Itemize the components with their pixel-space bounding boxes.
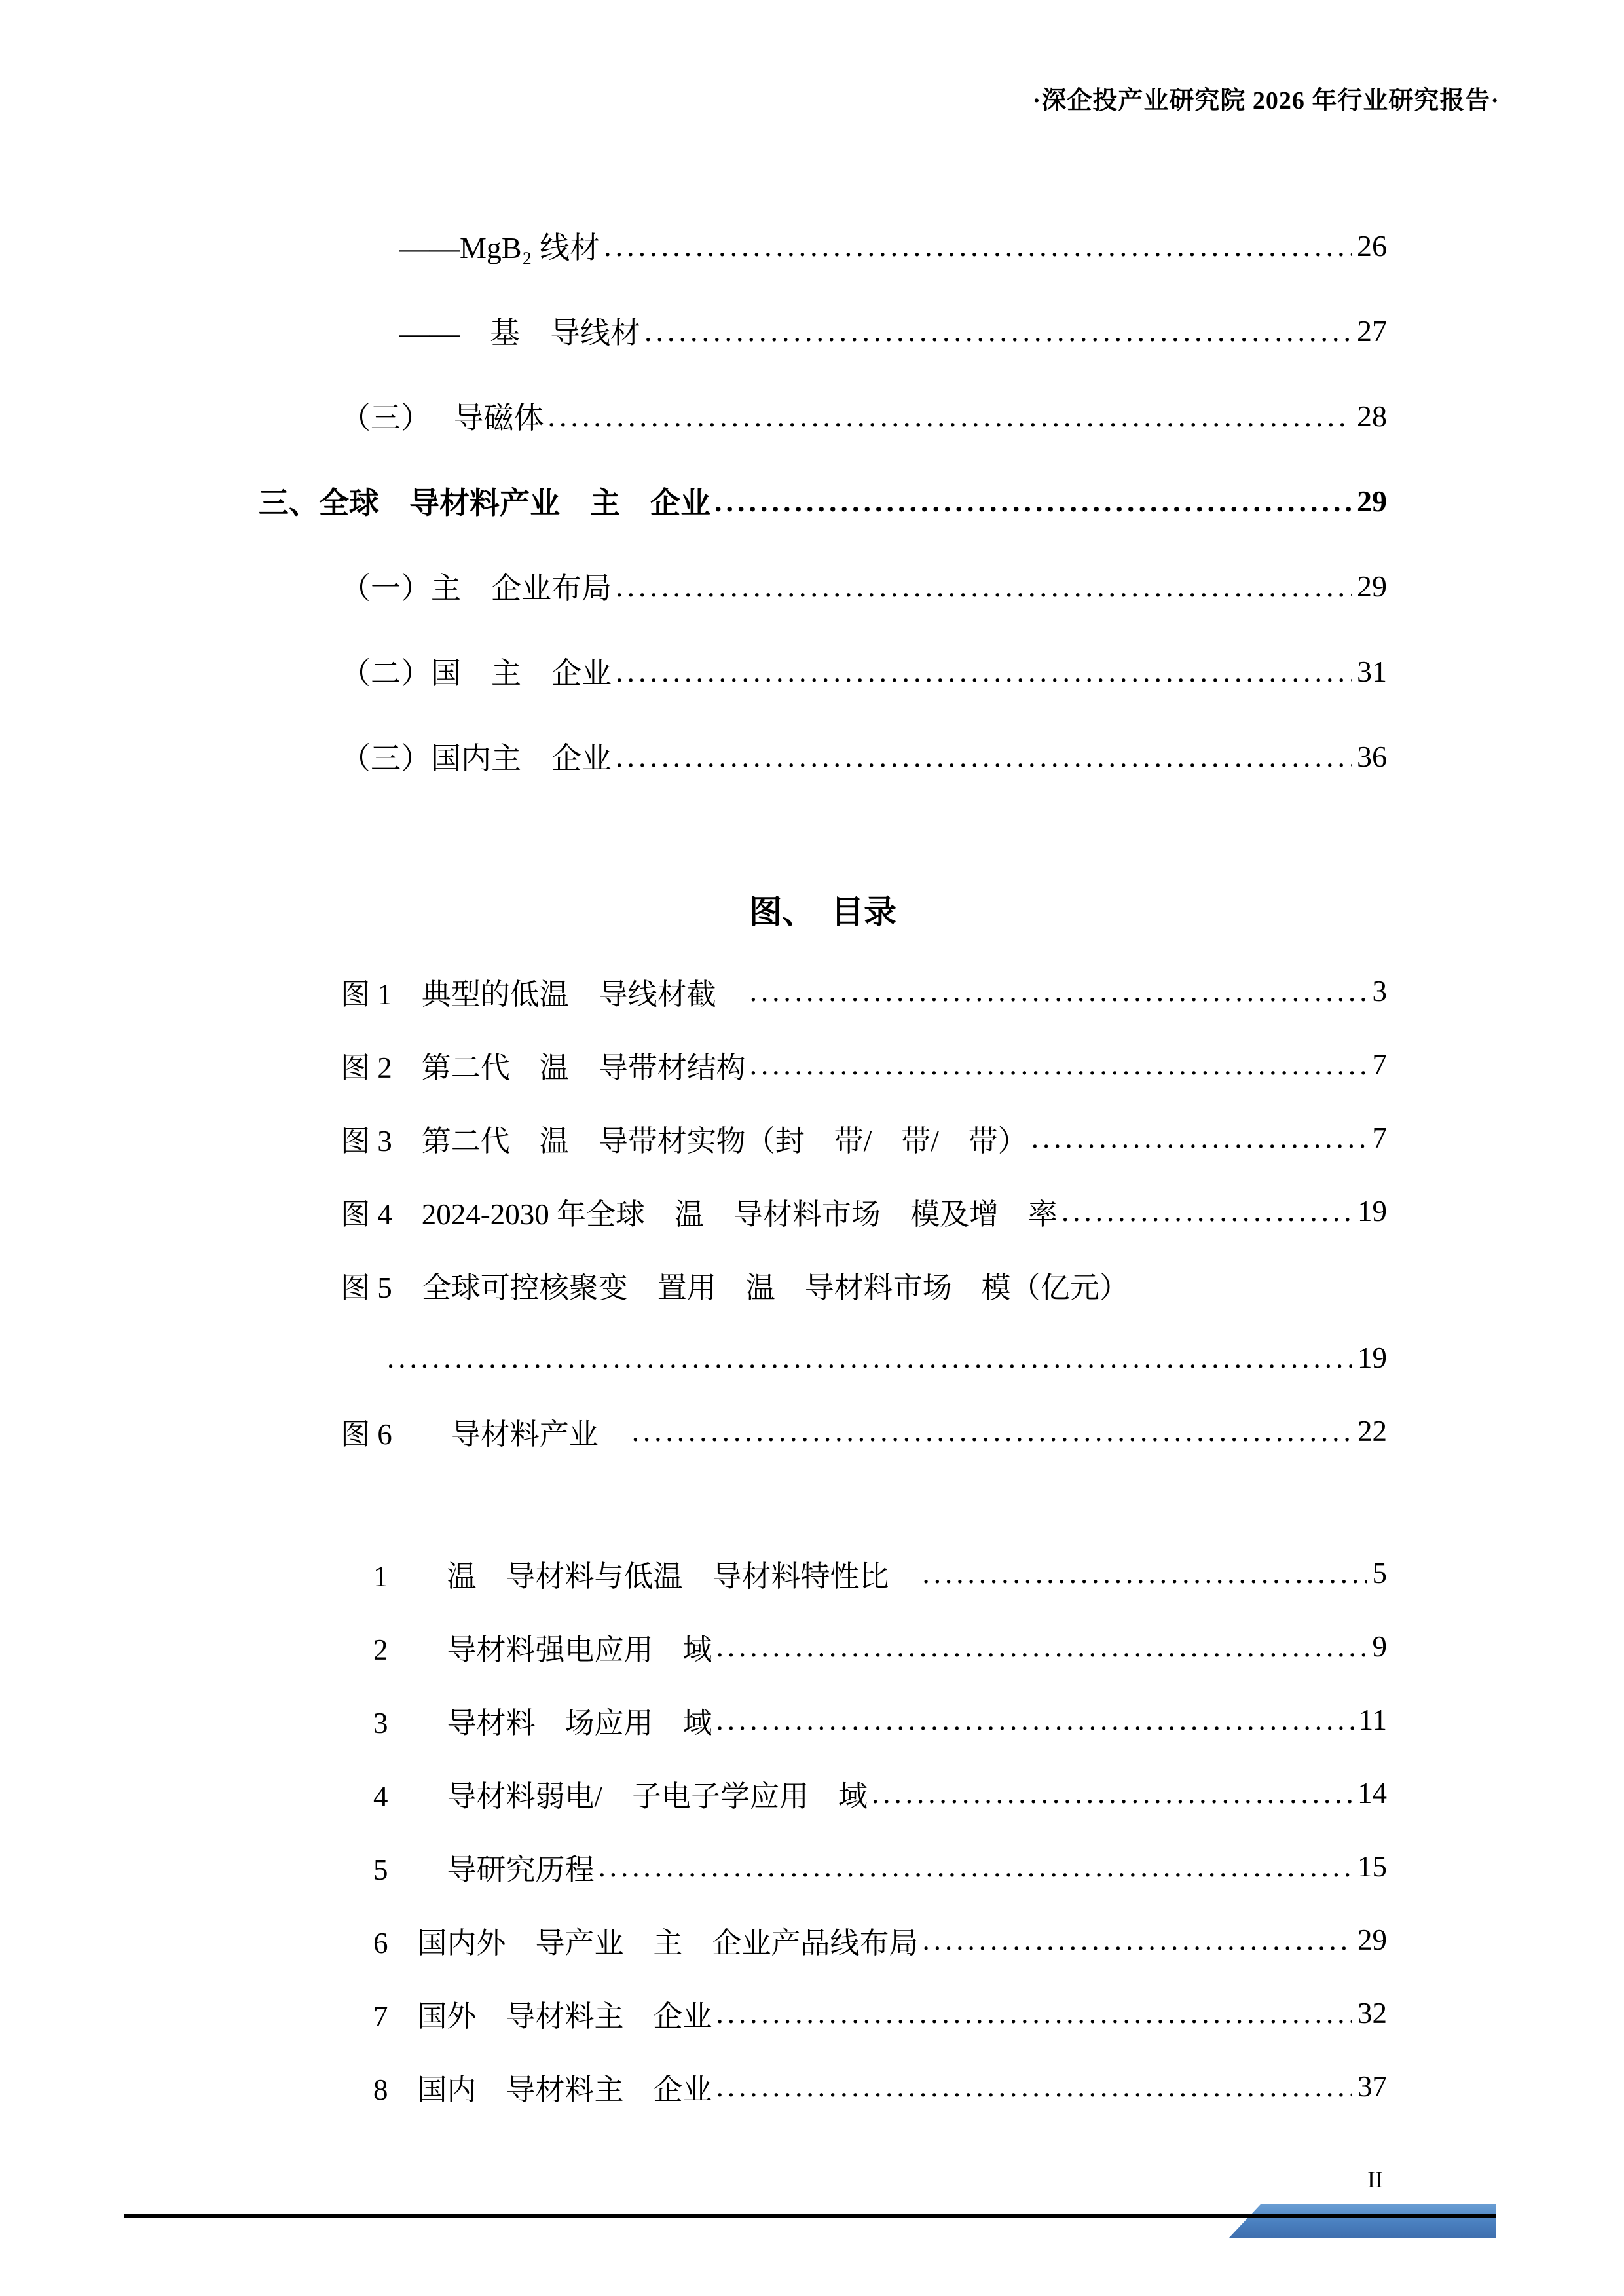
- table-entry[interactable]: [259, 1683, 1387, 1757]
- table-entry[interactable]: [259, 1537, 1387, 1610]
- dot-leader: [716, 1996, 1352, 2030]
- table-entry-page: 14: [1357, 1777, 1387, 1810]
- figure-entry-continuation[interactable]: [259, 1321, 1387, 1394]
- toc-entry-page: 31: [1357, 654, 1387, 688]
- figure-entry[interactable]: [259, 1028, 1387, 1101]
- figure-entry-label: 图 5 全球可控核聚变 置用 温 导材料市场 模（亿元）: [341, 1271, 1129, 1304]
- figure-entry-page: 7: [1372, 1121, 1387, 1154]
- toc-entry-page: 28: [1357, 399, 1387, 433]
- figure-entry[interactable]: [259, 1394, 1387, 1468]
- toc-entry-label: 三、全球 导材料产业 主 企业: [259, 486, 710, 520]
- table-entry[interactable]: [259, 1610, 1387, 1683]
- figure-entry[interactable]: [259, 1101, 1387, 1175]
- toc-entry[interactable]: [259, 543, 1387, 629]
- toc-entry-label: ——MgB₂ 线材: [399, 231, 600, 264]
- dot-leader: [716, 1630, 1367, 1664]
- toc-content: [259, 203, 1387, 2123]
- toc-entry-page: 29: [1357, 484, 1387, 518]
- toc-entry[interactable]: [259, 288, 1387, 373]
- footer-accent-ribbon: [1229, 2204, 1496, 2238]
- toc-entry[interactable]: [259, 714, 1387, 799]
- table-entry[interactable]: [259, 2050, 1387, 2123]
- table-entry-page: 37: [1357, 2070, 1387, 2103]
- table-entry[interactable]: [259, 1830, 1387, 1903]
- table-entry[interactable]: [259, 1903, 1387, 1977]
- table-entry-page: 11: [1358, 1704, 1387, 1736]
- figure-entry-label: 图 2 第二代 温 导带材结构: [341, 1051, 746, 1084]
- figure-entry-page: 7: [1372, 1048, 1387, 1081]
- toc-entry-page: 29: [1357, 569, 1387, 603]
- figure-entry-label: 图 3 第二代 温 导带材实物（封 带/ 带/ 带）: [341, 1124, 1027, 1157]
- dot-leader: [616, 654, 1352, 689]
- dot-leader: [1031, 1121, 1367, 1155]
- table-entry-label: 5 导研究历程: [373, 1853, 595, 1886]
- figures-list-heading: 图、 目录: [749, 894, 896, 930]
- figure-entry[interactable]: [259, 1175, 1387, 1248]
- table-entry-label: 6 国内外 导产业 主 企业产品线布局: [373, 1926, 919, 1959]
- figure-entry[interactable]: [259, 955, 1387, 1028]
- dot-leader: [716, 1703, 1354, 1737]
- toc-entry-label: （一）主 企业布局: [341, 572, 612, 605]
- figure-entry[interactable]: [259, 1248, 1387, 1321]
- report-header: ·深企投产业研究院 2026 年行业研究报告·: [1032, 87, 1500, 115]
- toc-entry[interactable]: [259, 373, 1387, 458]
- tables-list: [259, 1537, 1387, 2123]
- toc-entry-label: （三） 导磁体: [341, 401, 544, 435]
- table-entry-page: 29: [1357, 1923, 1387, 1956]
- table-entry-page: 9: [1372, 1630, 1387, 1663]
- dot-leader: [644, 314, 1352, 348]
- dot-leader: [923, 1923, 1352, 1957]
- figure-entry-label: 图 6 导材料产业: [341, 1417, 628, 1451]
- figure-entry-page: 19: [1357, 1341, 1387, 1374]
- dot-leader: [872, 1776, 1352, 1810]
- figure-entry-label: 图 4 2024-2030 年全球 温 导材料市场 模及增 率: [341, 1197, 1058, 1231]
- dot-leader: [599, 1850, 1352, 1884]
- footer-page-number: II: [1367, 2166, 1383, 2193]
- table-entry-label: 3 导材料 场应用 域: [373, 1706, 712, 1740]
- table-entry-label: 2 导材料强电应用 域: [373, 1633, 712, 1666]
- table-entry-page: 5: [1372, 1557, 1387, 1590]
- table-entry-page: 15: [1357, 1850, 1387, 1883]
- table-entry[interactable]: [259, 1977, 1387, 2050]
- figure-entry-page: 3: [1372, 975, 1387, 1008]
- figure-entry-label: 图 1 典型的低温 导线材截: [341, 977, 746, 1011]
- figure-entry-page: 19: [1357, 1195, 1387, 1228]
- toc-entry-label: —— 基 导线材: [399, 316, 640, 350]
- toc-entry-page: 27: [1357, 314, 1387, 348]
- figure-entry-page: 22: [1357, 1415, 1387, 1448]
- footer-rule: [124, 2214, 1496, 2218]
- dot-leader: [604, 228, 1352, 263]
- dot-leader: [616, 739, 1352, 774]
- dot-leader: [616, 569, 1352, 604]
- toc-entry-page: 36: [1357, 739, 1387, 773]
- table-entry[interactable]: [259, 1757, 1387, 1830]
- toc-entry-label: （二）国 主 企业: [341, 657, 612, 690]
- dot-leader: [387, 1341, 1352, 1375]
- figures-list: [259, 955, 1387, 1468]
- table-entry-label: 7 国外 导材料主 企业: [373, 1999, 712, 2033]
- dot-leader: [750, 1048, 1367, 1082]
- dot-leader: [548, 399, 1352, 433]
- toc-entry[interactable]: [259, 629, 1387, 714]
- dot-leader: [632, 1414, 1352, 1448]
- dot-leader: [1061, 1194, 1352, 1228]
- toc-entry-page: 26: [1357, 228, 1387, 263]
- dot-leader: [923, 1556, 1367, 1590]
- table-entry-label: 1 温 导材料与低温 导材料特性比: [373, 1559, 919, 1593]
- table-entry-label: 8 国内 导材料主 企业: [373, 2073, 712, 2106]
- table-entry-page: 32: [1357, 1997, 1387, 2030]
- table-entry-label: 4 导材料弱电/ 子电子学应用 域: [373, 1779, 868, 1813]
- toc-entry-chapter[interactable]: [259, 458, 1387, 543]
- dot-leader: [714, 484, 1352, 519]
- toc-entry-label: （三）国内主 企业: [341, 742, 612, 775]
- toc-entry[interactable]: [259, 203, 1387, 288]
- dot-leader: [750, 974, 1367, 1008]
- dot-leader: [716, 2069, 1352, 2104]
